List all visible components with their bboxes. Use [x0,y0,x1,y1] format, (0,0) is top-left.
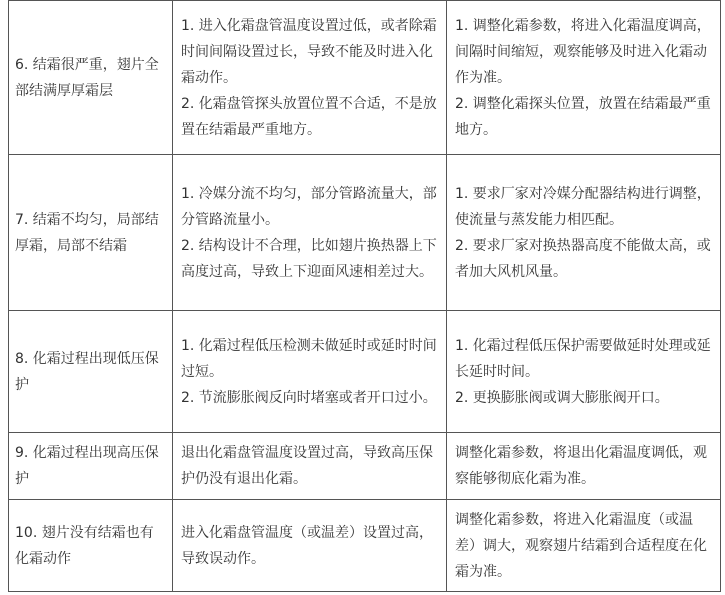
solution-cell: 1. 调整化霜参数，将进入化霜温度调高，间隔时间缩短，观察能够及时进入化霜动作为准。 2. 调整化霜探头位置，放置在结霜最严重地方。 [447,1,721,155]
solution-cell: 调整化霜参数，将进入化霜温度（或温差）调大，观察翅片结霜到合适程度在化霜为准。 [447,500,721,592]
cause-cell: 1. 化霜过程低压检测未做延时或延时时间过短。 2. 节流膨胀阀反向时堵塞或者开口过小。 [173,311,447,433]
table-row [9,1,721,155]
fault-table [8,0,721,592]
fault-cell: 10. 翅片没有结霜也有化霜动作 [9,500,173,592]
cause-cell: 进入化霜盘管温度（或温差）设置过高，导致误动作。 [173,500,447,592]
solution-cell: 1. 化霜过程低压保护需要做延时处理或延长延时时间。 2. 更换膨胀阀或调大膨胀阀开口。 [447,311,721,433]
cause-cell: 退出化霜盘管温度设置过高，导致高压保护仍没有退出化霜。 [173,433,447,500]
table-row [9,155,721,311]
fault-cell: 8. 化霜过程出现低压保护 [9,311,173,433]
fault-cell: 6. 结霜很严重，翅片全部结满厚厚霜层 [9,1,173,155]
cause-cell: 1. 进入化霜盘管温度设置过低，或者除霜时间间隔设置过长，导致不能及时进入化霜动作。 2. 化霜盘管探头放置位置不合适，不是放置在结霜最严重地方。 [173,1,447,155]
fault-cell: 7. 结霜不均匀，局部结厚霜，局部不结霜 [9,155,173,311]
table-row [9,311,721,433]
table-row [9,500,721,592]
cause-cell: 1. 冷媒分流不均匀，部分管路流量大，部分管路流量小。 2. 结构设计不合理，比如翅片换热器上下高度过高，导致上下迎面风速相差过大。 [173,155,447,311]
solution-cell: 1. 要求厂家对冷媒分配器结构进行调整，使流量与蒸发能力相匹配。 2. 要求厂家对换热器高度不能做太高，或者加大风机风量。 [447,155,721,311]
fault-cell: 9. 化霜过程出现高压保护 [9,433,173,500]
table-row [9,433,721,500]
solution-cell: 调整化霜参数，将退出化霜温度调低，观察能够彻底化霜为准。 [447,433,721,500]
